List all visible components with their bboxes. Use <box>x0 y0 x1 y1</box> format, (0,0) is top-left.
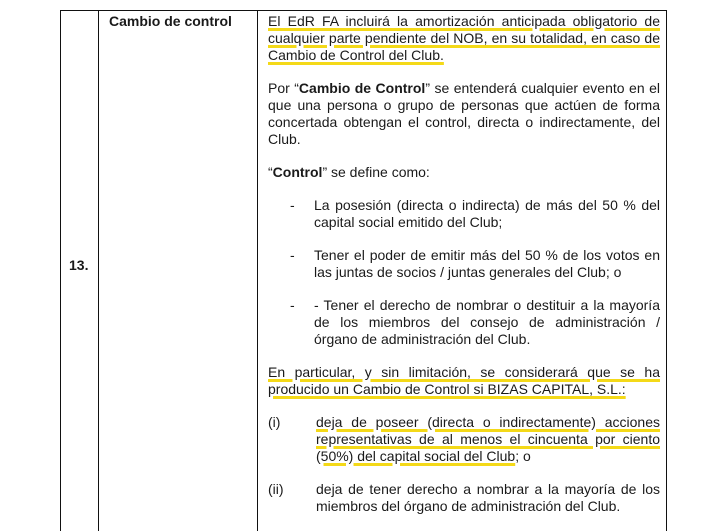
intro-paragraph <box>268 13 660 64</box>
condition-item: (ii) deja de tener derecho a nombrar a la mayoría de los miembros del órgano de administración del Club. <box>268 481 660 514</box>
content-cell <box>268 13 660 531</box>
heading-cell <box>99 11 258 531</box>
defined-term: Cambio de Control <box>298 80 426 96</box>
list-item: - Tener el poder de emitir más del 50 % de los votos en las juntas de socios / juntas generales del Club; o <box>268 247 660 281</box>
highlighted-text: deja de poseer (directa o indirectamente) acciones representativas de al menos el cincuenta por ciento (50%) del capital social del Club <box>316 414 660 464</box>
bullet: - <box>290 247 295 263</box>
defined-term: Control <box>272 164 323 180</box>
clause-table <box>60 10 667 531</box>
number-cell <box>61 11 99 531</box>
highlighted-text: El EdR FA incluirá la amortización anticipada obligatorio de cualquier parte pendiente del NOB, en su totalidad, en caso de Cambio de Control del Club. <box>268 13 660 63</box>
particular-paragraph <box>268 364 660 398</box>
clause-heading: Cambio de control <box>109 13 232 29</box>
highlighted-text: En particular, y sin limitación, se considerará que se ha producido un Cambio de Control si BIZAS CAPITAL, S.L.: <box>268 364 660 397</box>
bullet: - <box>290 297 295 313</box>
clause-number: 13. <box>69 257 89 273</box>
control-definition-intro: “Control” se define como: <box>268 164 430 180</box>
condition-label: (i) <box>268 414 281 430</box>
bullet: - <box>290 197 295 213</box>
list-item: - - Tener el derecho de nombrar o destituir a la mayoría de los miembros del consejo de administración / órgano de administración del Club. <box>268 297 660 348</box>
definition-paragraph: Por “Cambio de Control” se entenderá cualquier evento en el que una persona o grupo de personas que actúen de forma concertada obtengan el control, directa o indirectamente, del Club. <box>268 80 660 147</box>
condition-item: (i) deja de poseer (directa o indirectamente) acciones representativas de al menos el cincuenta por ciento (50%) del capital social del Club; o <box>268 414 660 464</box>
list-item: - La posesión (directa o indirecta) de más del 50 % del capital social emitido del Club; <box>268 197 660 231</box>
condition-label: (ii) <box>268 481 284 497</box>
